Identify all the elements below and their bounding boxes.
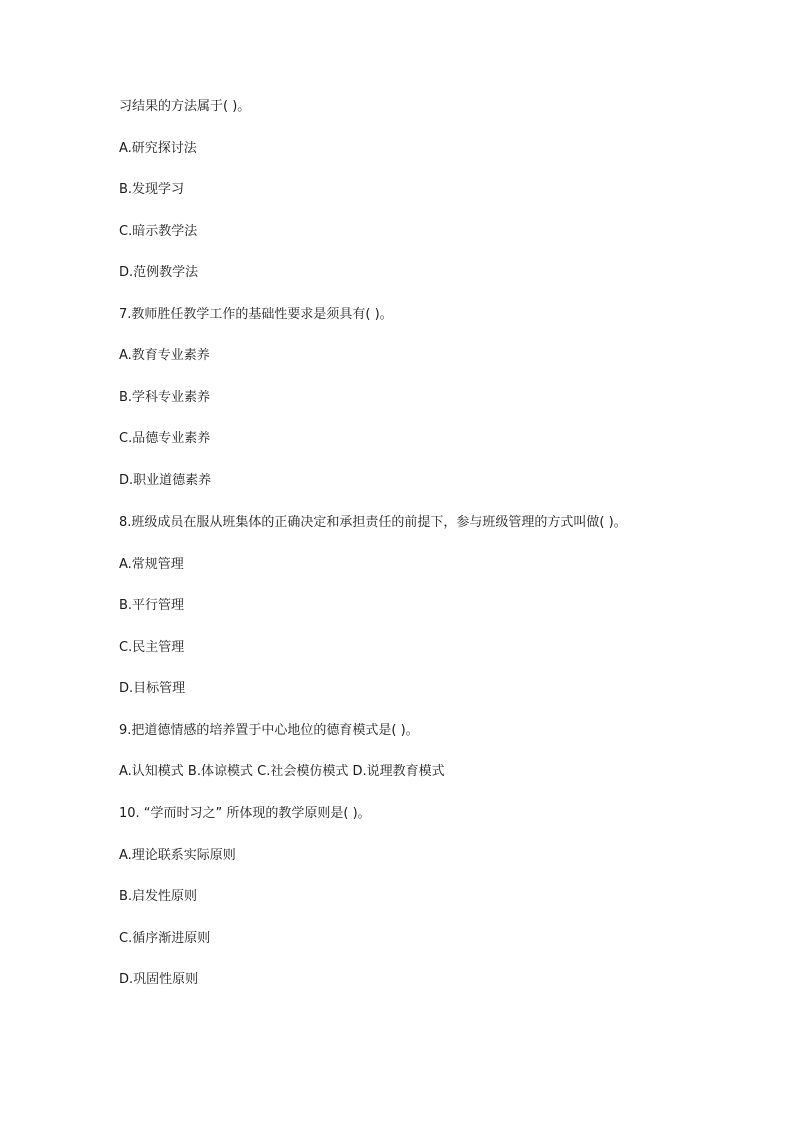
q10-option-c: C.循序渐进原则	[119, 931, 211, 946]
q8-option-d: D.目标管理	[119, 681, 186, 696]
q6-option-b: B.发现学习	[119, 182, 185, 197]
q10-option-a: A.理论联系实际原则	[119, 848, 236, 863]
q8-option-a: A.常规管理	[119, 557, 184, 572]
q6-option-d: D.范例教学法	[119, 265, 199, 280]
question-10-stem: 10. “学而时习之” 所体现的教学原则是( )。	[119, 806, 371, 821]
q7-option-a: A.教育专业素养	[119, 348, 210, 363]
q7-option-d: D.职业道德素养	[119, 473, 212, 488]
q7-option-b: B.学科专业素养	[119, 390, 211, 405]
q8-option-c: C.民主管理	[119, 640, 185, 655]
q6-option-a: A.研究探讨法	[119, 141, 197, 156]
q7-option-c: C.品德专业素养	[119, 431, 211, 446]
question-7-stem: 7.教师胜任教学工作的基础性要求是须具有( )。	[119, 307, 393, 322]
q9-options: A.认知模式 B.体谅模式 C.社会模仿模式 D.说理教育模式	[119, 764, 445, 779]
q6-option-c: C.暗示教学法	[119, 224, 198, 239]
question-6-stem-continuation: 习结果的方法属于( )。	[119, 99, 251, 114]
question-9-stem: 9.把道德情感的培养置于中心地位的德育模式是( )。	[119, 723, 419, 738]
q8-option-b: B.平行管理	[119, 598, 185, 613]
q10-option-b: B.启发性原则	[119, 889, 198, 904]
q10-option-d: D.巩固性原则	[119, 972, 199, 987]
question-8-stem: 8.班级成员在服从班集体的正确决定和承担责任的前提下，参与班级管理的方式叫做( )。	[119, 515, 627, 530]
